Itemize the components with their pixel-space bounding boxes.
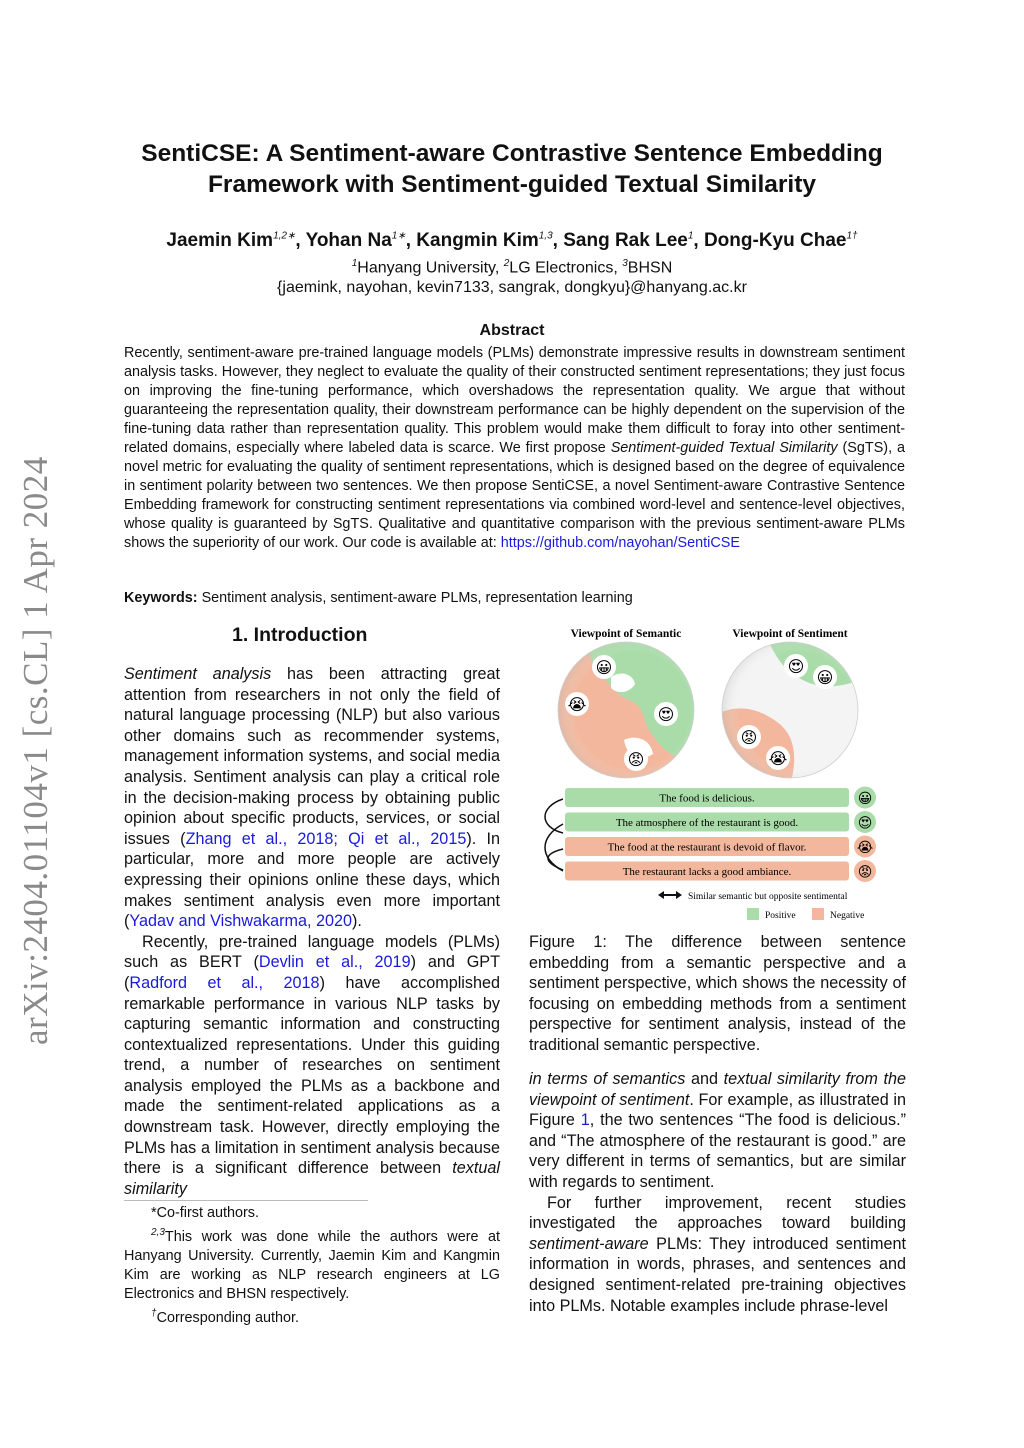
citation-link[interactable]: Yadav and Vishwakarma, 2020: [129, 912, 352, 931]
author-sup: 1,2∗: [273, 230, 296, 242]
abstract-emphasis: Sentiment-guided Textual Similarity: [610, 440, 838, 456]
paper-title: [100, 138, 924, 200]
emoji-angry-icon: [624, 747, 648, 771]
footnote: *Co-first authors.: [151, 1205, 259, 1221]
body-text: PLMs: They introduced sentiment information in words, phrases, and sentences and designed sentiment-related pre-training objectives into PLMs. Notable examples include phrase-level: [529, 1234, 906, 1315]
legend-positive-swatch: [747, 908, 759, 920]
author-name: Dong-Kyu Chae: [703, 230, 847, 251]
citation-link[interactable]: Devlin et al., 2019: [258, 953, 411, 972]
emoji-happy-icon: [592, 655, 616, 679]
curved-arrow: [545, 799, 563, 833]
author-name: Sang Rak Lee: [563, 230, 688, 251]
author-list: Jaemin Kim$^{1,2∗}$, Yohan $Na^{1∗}$, Kangmin Kim$^{1,3}$, Sang Rak Lee$^1$, Dong-Kyu Chae$^{1\dagger}$: [166, 230, 858, 251]
figure-legend: [658, 891, 864, 921]
footnote: [124, 1223, 500, 1304]
affiliation: BHSN: [627, 259, 673, 277]
svg-text:😍: 😍: [787, 657, 805, 676]
emoji-crying-icon: [766, 746, 790, 770]
sentence-emoji-icon: 😍: [857, 815, 873, 832]
sentence-text: The restaurant lacks a good ambiance.: [622, 866, 792, 878]
svg-text:😍: 😍: [657, 705, 675, 724]
body-text: For further improvement, recent studies investigated the approaches toward building: [529, 1193, 906, 1233]
section-heading: 1. Introduction: [232, 624, 368, 646]
footnote-sup: 2,3: [151, 1227, 165, 1238]
sentence-emoji-icon: 😭: [856, 840, 874, 856]
author-sup: 1∗: [391, 230, 406, 242]
legend-positive-label: Positive: [765, 911, 796, 921]
sentence-bar: [565, 811, 876, 833]
affil-sup: 2: [503, 258, 510, 269]
code-link[interactable]: https://github.com/nayohan/SentiCSE: [500, 535, 740, 551]
footnotes: [124, 1204, 500, 1328]
label-semantic: Viewpoint of Semantic: [570, 628, 682, 640]
intro-right-column: [529, 1069, 906, 1316]
citation-link[interactable]: Zhang et al., 2018; Qi et al., 2015: [185, 829, 467, 848]
emphasis: textual similarity from the viewpoint of sentiment: [529, 1070, 906, 1109]
author-sup: 1,3: [538, 230, 553, 242]
body-text: ) have accomplished remarkable performance in various NLP tasks by capturing semantic information and constructing contextualized representations. Under this guiding trend, a number of researches on sentiment analysis employed the PLMs as a backbone and made the sentiment-related applications as a downstream task. However, directly employing the PLMs has a limitation in sentiment analysis because there is a significant difference between: [124, 973, 501, 1178]
right-paragraph-2: [529, 1193, 906, 1317]
body-text: and: [685, 1070, 724, 1088]
author-name: Jaemin Kim: [166, 230, 274, 251]
affiliations: [100, 254, 924, 298]
keywords: [124, 590, 633, 606]
label-sentiment: Viewpoint of Sentiment: [732, 628, 848, 640]
intro-paragraph-1: [124, 664, 500, 932]
intro-paragraph-2: [124, 932, 500, 1200]
emphasis: in terms of semantics: [529, 1070, 686, 1088]
footnote-text: This work was done while the authors were at Hanyang University. Currently, Jaemin Kim and Kangmin Kim are working as NLP research engineers at LG Electronics and BHSN respectively.: [124, 1228, 500, 1302]
affiliation: Hanyang University,: [357, 259, 504, 277]
sentence-bar: [565, 787, 876, 809]
abstract-text: Recently, sentiment-aware pre-trained language models (PLMs) demonstrate impressive results in downstream sentiment analysis tasks. However, they neglect to evaluate the quality of their constructed sentiment representations; they just focus on improving the fine-tuning performance, which overshadows the representation quality. We argue that without guaranteeing the representation quality, their downstream performance can be highly dependent on the supervision of the fine-tuning data rather than representation quality. This problem would make them difficult to foray into other sentiment-related domains, especially where labeled data is scarce. We first propose: [124, 345, 905, 456]
legend-negative-swatch: [812, 908, 824, 920]
emphasis: textual similarity: [124, 1159, 500, 1198]
legend-negative-label: Negative: [830, 911, 865, 921]
figure-caption: Figure 1: The difference between sentence embedding from a semantic perspective and a sentiment perspective, which shows the necessity of focusing on embedding methods from a sentiment perspective for sentiment analysis, instead of the traditional semantic perspective.: [529, 933, 906, 1054]
body-text: ) and GPT (: [124, 953, 500, 992]
emoji-love-icon: [784, 654, 808, 678]
svg-text:😀: 😀: [816, 668, 834, 687]
title-line-1: SentiCSE: A Sentiment-aware Contrastive Sentence Embedding: [141, 140, 883, 167]
body-text: ). In particular, more and more people are actively expressing their opinions online these days, which makes sentiment analysis even more important (: [124, 829, 500, 931]
title-line-2: Framework with Sentiment-guided Textual Similarity: [207, 171, 817, 198]
emphasis: sentiment-aware: [529, 1234, 649, 1253]
legend-arrow-text: Similar semantic but opposite sentimental: [688, 892, 848, 902]
curved-arrow: [548, 849, 563, 870]
author-name: Kangmin Kim: [416, 230, 539, 251]
emoji-angry-icon: [737, 725, 761, 749]
footnote-text: Corresponding author.: [156, 1309, 299, 1326]
author-name: Yohan Na: [305, 230, 392, 251]
emphasis: Sentiment analysis: [124, 665, 272, 683]
body-text: has been attracting great attention from researchers in not only the field of natural language processing (NLP) but also various other domains such as recommender systems, management information systems, and social media analysis. Sentiment analysis can play a critical role in the decision-making process by obtaining public opinion about specific products, services, or social issues (: [124, 665, 500, 848]
emoji-crying-icon: [565, 692, 589, 716]
intro-left-column: [124, 664, 500, 1199]
svg-text:😡: 😡: [627, 750, 645, 769]
figure-ref-link[interactable]: 1: [580, 1111, 590, 1130]
sentence-emoji-icon: 😀: [857, 791, 873, 807]
footnote: [124, 1304, 500, 1328]
author-sup: 1: [687, 230, 694, 242]
author-sup: 1†: [846, 230, 858, 242]
affiliation-line: [100, 254, 924, 278]
citation-link[interactable]: Radford et al., 2018: [129, 973, 320, 992]
abstract-body: [124, 344, 905, 553]
body-text: . For example, as illustrated in Figure: [529, 1090, 906, 1130]
emoji-happy-icon: [813, 665, 837, 689]
author-emails: {jaemink, nayohan, kevin7133, sangrak, dongkyu}@hanyang.ac.kr: [277, 279, 747, 297]
right-paragraph-1: [529, 1069, 906, 1193]
affiliation: LG Electronics,: [509, 259, 623, 277]
svg-text:😡: 😡: [740, 728, 758, 747]
sentence-text: The food at the restaurant is devoid of flavor.: [607, 841, 807, 854]
sentence-text: The atmosphere of the restaurant is good.: [615, 817, 799, 829]
svg-text:😀: 😀: [595, 658, 613, 677]
emoji-love-icon: [654, 702, 678, 726]
body-text: ).: [351, 912, 362, 931]
svg-text:😭: 😭: [567, 695, 587, 714]
affil-sup: 1: [351, 258, 358, 269]
sentence-bar: [565, 836, 876, 858]
figure-1: [529, 622, 906, 927]
sentence-emoji-icon: 😡: [857, 864, 873, 881]
keywords-text: Sentiment analysis, sentiment-aware PLMs, representation learning: [197, 590, 633, 606]
keywords-label: Keywords:: [124, 590, 198, 606]
sentence-bars: [565, 787, 876, 883]
affil-sup: 3: [622, 258, 628, 269]
svg-text:😭: 😭: [768, 749, 788, 768]
body-text: , the two sentences “The food is delicious.” and “The atmosphere of the restaurant is good.” are very different in terms of semantics, but are similar with regards to sentiment.: [529, 1111, 906, 1191]
curved-arrow: [545, 824, 563, 871]
abstract-text: (SgTS), a novel metric for evaluating the quality of sentiment representations, which is designed based on the degree of equivalence in sentiment polarity between two sentences. We then propose SentiCSE, a novel Sentiment-aware Contrastive Sentence Embedding framework for constructing sentiment representations via combined word-level and sentence-level objectives, whose quality is guaranteed by SgTS. Qualitative and quantitative comparison with the previous sentiment-aware PLMs shows the superiority of our work. Our code is available at:: [124, 440, 906, 551]
abstract-heading: Abstract: [479, 322, 545, 339]
sentence-text: The food is delicious.: [659, 792, 755, 805]
footnote-rule: [124, 1200, 368, 1201]
arxiv-identifier: arXiv:2404.01104v1 [cs.CL] 1 Apr 2024: [16, 456, 55, 1045]
similarity-arrows: [545, 799, 563, 871]
sentence-bar: [565, 860, 876, 882]
footnote-sup: †: [151, 1307, 157, 1319]
body-text: Recently, pre-trained language models (PLMs) such as BERT (: [124, 932, 500, 972]
